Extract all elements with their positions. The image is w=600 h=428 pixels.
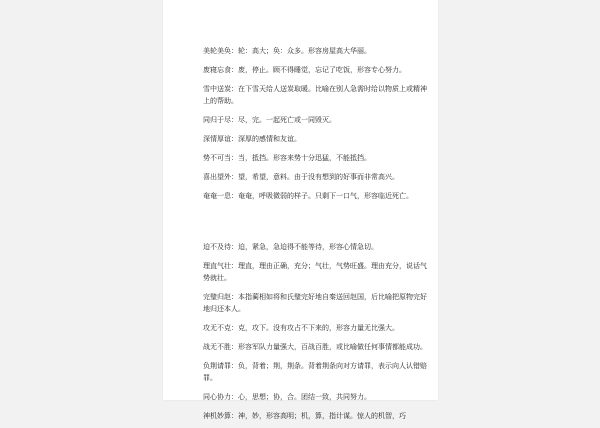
idiom-entry: 攻无不克：克，攻下。没有攻占不下来的，形容力量无比强大。 [203,324,399,332]
idiom-entry: 势不可当：当，抵挡。形容来势十分迅猛，不能抵挡。 [203,154,371,162]
idiom-entry: 奄奄一息：奄奄，呼吸微弱的样子。只剩下一口气，形容临近死亡。 [203,192,413,200]
idiom-entry: 神机妙算：神，妙，形容高明；机，算，指计谋。惊人的机智，巧 [203,412,406,420]
idiom-entry: 雪中送炭：在下雪天给人送炭取暖。比喻在别人急需时给以物质上或精神上的帮助。 [203,85,427,105]
section-gap [203,208,428,234]
idiom-entry: 深情厚谊：深厚的感情和友谊。 [203,135,301,143]
idiom-entry: 迫不及待：迫，紧急，急迫得不能等待，形容心情急切。 [203,243,378,251]
idiom-entry: 负荆请罪：负，背着；荆，荆条。背着荆条向对方请罪，表示向人认错赔罪。 [203,362,427,382]
idiom-entry: 喜出望外：望，希望，意料。由于没有想到的好事而非常高兴。 [203,173,399,181]
idiom-entry: 同归于尽：尽，完。一起死亡或一同毁灭。 [203,116,336,124]
idiom-list [203,38,428,428]
idiom-entry: 完璧归赵：本指蔺相如将和氏璧完好地自秦送回赵国，后比喻把原物完好地归还本人。 [203,293,427,313]
document-page [163,0,438,420]
idiom-entry: 废寝忘食：废，停止。顾不得睡觉，忘记了吃饭，形容专心努力。 [203,66,406,74]
idiom-entry: 理直气壮：理直，理由正确，充分；气壮，气势旺盛。理由充分，说话气势就壮。 [203,262,427,282]
idiom-entry: 战无不胜：形容军队力量强大，百战百胜，或比喻做任何事情都能成功。 [203,343,427,351]
idiom-entry: 美轮美奂：轮：高大；奂：众多。形容房屋高大华丽。 [203,47,371,55]
idiom-entry: 同心协力：心，思想；协，合。团结一致，共同努力。 [203,393,371,401]
